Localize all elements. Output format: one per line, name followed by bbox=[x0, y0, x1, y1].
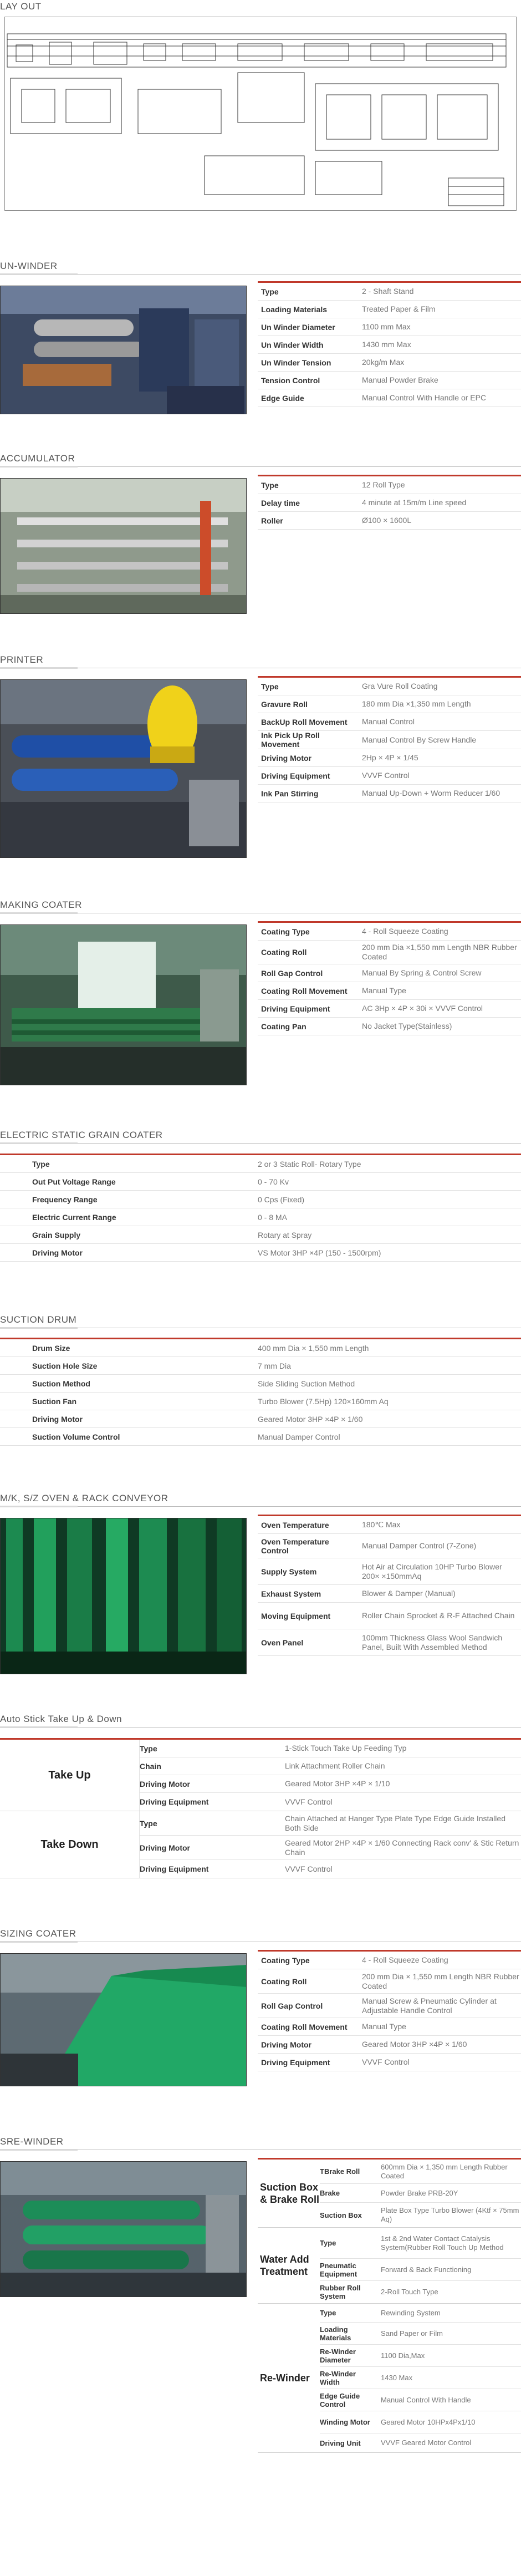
spec-row bbox=[258, 1558, 521, 1585]
spec-value: 2-Roll Touch Type bbox=[381, 2288, 438, 2296]
rewinder-group bbox=[258, 2304, 521, 2453]
spec-value: Manual Damper Control (7-Zone) bbox=[362, 1541, 477, 1550]
section-title: SRE-WINDER bbox=[0, 2136, 64, 2147]
spec-row bbox=[0, 1208, 521, 1226]
spec-value: 180℃ Max bbox=[362, 1520, 401, 1529]
spec-row bbox=[258, 301, 521, 318]
section-title: ELECTRIC STATIC GRAIN COATER bbox=[0, 1130, 163, 1140]
section-title: M/K, S/Z OVEN & RACK CONVEYOR bbox=[0, 1493, 168, 1503]
spec-row bbox=[0, 1339, 521, 1357]
spec-key: Electric Current Range bbox=[32, 1212, 116, 1222]
takeup-group bbox=[0, 1811, 521, 1878]
printer-spec-table bbox=[258, 676, 521, 802]
spec-row bbox=[140, 1793, 521, 1811]
group-label: Take Up bbox=[0, 1740, 140, 1811]
spec-value: Manual By Spring & Control Screw bbox=[362, 968, 482, 977]
spec-key: Driving Equipment bbox=[261, 2057, 330, 2067]
section-divider bbox=[0, 274, 521, 275]
spec-row bbox=[258, 494, 521, 512]
spec-key: Tension Control bbox=[261, 375, 320, 385]
spec-row bbox=[258, 1629, 521, 1656]
accumulator-photo bbox=[0, 478, 247, 614]
spec-row bbox=[258, 1969, 521, 1994]
group-label: Suction Box & Brake Roll bbox=[260, 2182, 320, 2205]
spec-row bbox=[258, 476, 521, 494]
spec-value: Geared Motor 2HP ×4P × 1/60 Connecting Rack conv' & Stic Return Chain bbox=[285, 1838, 519, 1857]
spec-value: Manual Screw & Pneumatic Cylinder at Adjustable Handle Control bbox=[362, 1996, 497, 2015]
spec-key: Out Put Voltage Range bbox=[32, 1177, 116, 1186]
spec-row bbox=[258, 1952, 521, 1969]
spec-value: 20kg/m Max bbox=[362, 358, 405, 367]
spec-key: Driving Equipment bbox=[140, 1797, 209, 1806]
spec-row bbox=[258, 512, 521, 530]
spec-row bbox=[320, 2281, 521, 2303]
spec-row bbox=[258, 749, 521, 767]
spec-value: 12 Roll Type bbox=[362, 480, 405, 489]
section-title: SUCTION DRUM bbox=[0, 1314, 77, 1325]
spec-row bbox=[320, 2367, 521, 2389]
spec-value: Powder Brake PRB-20Y bbox=[381, 2188, 458, 2197]
spec-row bbox=[258, 1994, 521, 2018]
spec-value: No Jacket Type(Stainless) bbox=[362, 1022, 452, 1030]
spec-key: Un Winder Diameter bbox=[261, 322, 335, 332]
spec-key: Frequency Range bbox=[32, 1195, 98, 1204]
unwinder-photo-graphic bbox=[1, 286, 247, 414]
unwinder-spec-table bbox=[258, 281, 521, 407]
spec-key: Loading Materials bbox=[320, 2325, 351, 2342]
spec-value: Link Attachment Roller Chain bbox=[285, 1761, 385, 1770]
spec-key: Roller bbox=[261, 516, 283, 525]
spec-value: Plate Box Type Turbo Blower (4Ktf × 75mm Aq) bbox=[381, 2206, 519, 2223]
spec-key: Driving Motor bbox=[261, 753, 311, 763]
group-label: Re-Winder bbox=[260, 2372, 310, 2384]
spec-key: Suction Fan bbox=[32, 1396, 77, 1406]
spec-row bbox=[320, 2304, 521, 2323]
spec-key: Driving Unit bbox=[320, 2438, 361, 2447]
spec-value: 200 mm Dia × 1,550 mm Length NBR Rubber Coated bbox=[362, 1972, 519, 1990]
rewinder-photo bbox=[0, 2161, 247, 2297]
spec-value: 200 mm Dia ×1,550 mm Length NBR Rubber Coated bbox=[362, 943, 517, 961]
spec-value: Rotary at Spray bbox=[258, 1230, 312, 1239]
spec-value: Manual Type bbox=[362, 2022, 406, 2031]
section-divider bbox=[0, 1727, 521, 1728]
spec-row bbox=[258, 1534, 521, 1558]
spec-row bbox=[320, 2160, 521, 2184]
spec-row bbox=[140, 1757, 521, 1775]
spec-value: Blower & Damper (Manual) bbox=[362, 1589, 456, 1598]
spec-row bbox=[0, 1428, 521, 1446]
spec-row bbox=[0, 1393, 521, 1410]
spec-value: 0 Cps (Fixed) bbox=[258, 1195, 305, 1204]
spec-value: 1430 Max bbox=[381, 2373, 413, 2382]
spec-row bbox=[258, 923, 521, 941]
spec-value: Geared Motor 3HP ×4P × 1/10 bbox=[285, 1779, 390, 1788]
spec-key: Coating Roll bbox=[261, 948, 307, 957]
section-title: Auto Stick Take Up & Down bbox=[0, 1714, 122, 1724]
spec-row bbox=[0, 1375, 521, 1393]
spec-value: Sand Paper or Film bbox=[381, 2329, 443, 2338]
spec-row bbox=[258, 678, 521, 695]
rewinder-spec-table bbox=[258, 2158, 521, 2453]
spec-row bbox=[258, 1018, 521, 1035]
spec-row bbox=[258, 1000, 521, 1018]
section-title: UN-WINDER bbox=[0, 261, 58, 271]
spec-key: Type bbox=[32, 1159, 50, 1168]
spec-key: Supply System bbox=[261, 1567, 317, 1576]
section-divider bbox=[0, 466, 521, 467]
spec-key: Winding Motor bbox=[320, 2418, 370, 2426]
spec-key: Un Winder Width bbox=[261, 340, 324, 349]
spec-row bbox=[258, 731, 521, 749]
spec-value: 1100 Dia,Max bbox=[381, 2351, 425, 2360]
spec-key: Type bbox=[320, 2309, 336, 2317]
spec-key: Driving Motor bbox=[32, 1414, 83, 1424]
takeup-spec-table bbox=[0, 1738, 521, 1878]
spec-row bbox=[140, 1775, 521, 1793]
spec-row bbox=[258, 1516, 521, 1534]
spec-row bbox=[0, 1226, 521, 1244]
spec-row bbox=[258, 354, 521, 372]
accumulator-spec-table bbox=[258, 475, 521, 530]
spec-row bbox=[320, 2389, 521, 2411]
spec-key: Coating Roll Movement bbox=[261, 986, 348, 995]
spec-row bbox=[258, 1585, 521, 1603]
spec-key: Delay time bbox=[261, 498, 300, 507]
layout-section bbox=[0, 0, 521, 13]
spec-key: Re-Winder Width bbox=[320, 2369, 356, 2386]
spec-value: VVVF Control bbox=[285, 1797, 333, 1806]
spec-key: Type bbox=[261, 287, 279, 296]
spec-key: Driving Equipment bbox=[261, 771, 330, 780]
spec-value: Gra Vure Roll Coating bbox=[362, 682, 438, 690]
spec-key: Type bbox=[320, 2239, 336, 2247]
spec-value: 1-Stick Touch Take Up Feeding Typ bbox=[285, 1744, 407, 1752]
spec-row bbox=[258, 767, 521, 785]
spec-value: Hot Air at Circulation 10HP Turbo Blower 200× ×150mmAq bbox=[362, 1562, 502, 1581]
spec-value: Manual Powder Brake bbox=[362, 375, 438, 384]
spec-value: VVVF Control bbox=[362, 771, 410, 780]
spec-value: 4 - Roll Squeeze Coating bbox=[362, 1955, 448, 1964]
spec-key: Exhaust System bbox=[261, 1589, 321, 1598]
spec-value: 4 minute at 15m/m Line speed bbox=[362, 498, 467, 507]
spec-value: VVVF Control bbox=[285, 1864, 333, 1873]
spec-key: Driving Equipment bbox=[140, 1864, 209, 1873]
spec-value: Forward & Back Functioning bbox=[381, 2265, 472, 2274]
spec-row bbox=[258, 318, 521, 336]
spec-value: Turbo Blower (7.5Hp) 120×160mm Aq bbox=[258, 1396, 389, 1406]
spec-value: 400 mm Dia × 1,550 mm Length bbox=[258, 1343, 369, 1353]
rewinder-photo-graphic bbox=[1, 2162, 247, 2297]
spec-row bbox=[320, 2184, 521, 2203]
spec-value: Manual Up-Down + Worm Reducer 1/60 bbox=[362, 789, 500, 797]
spec-key: Type bbox=[140, 1818, 157, 1828]
section-title: PRINTER bbox=[0, 654, 44, 665]
spec-key: Suction Volume Control bbox=[32, 1432, 120, 1441]
spec-key: Re-Winder Diameter bbox=[320, 2347, 356, 2364]
spec-key: Driving Motor bbox=[140, 1843, 190, 1852]
spec-key: Gravure Roll bbox=[261, 699, 308, 709]
printer-photo-graphic bbox=[1, 680, 247, 858]
spec-key: Brake bbox=[320, 2189, 340, 2197]
section-title: MAKING COATER bbox=[0, 900, 82, 910]
oven-photo-graphic bbox=[1, 1518, 247, 1674]
spec-key: Coating Roll bbox=[261, 1977, 307, 1986]
spec-row bbox=[258, 372, 521, 389]
spec-value: 1430 mm Max bbox=[362, 340, 411, 349]
spec-row bbox=[258, 785, 521, 802]
spec-value: VVVF Control bbox=[362, 2057, 410, 2066]
spec-value: VS Motor 3HP ×4P (150 - 1500rpm) bbox=[258, 1248, 381, 1257]
electric-spec-table bbox=[0, 1154, 521, 1262]
spec-row bbox=[0, 1191, 521, 1208]
spec-key: Ink Pan Stirring bbox=[261, 789, 319, 798]
making-coater-spec-table bbox=[258, 921, 521, 1035]
spec-row bbox=[258, 2018, 521, 2036]
spec-key: Suction Box bbox=[320, 2211, 362, 2219]
spec-value: Manual Control With Handle or EPC bbox=[362, 393, 487, 402]
spec-key: Type bbox=[261, 480, 279, 490]
spec-key: Loading Materials bbox=[261, 304, 328, 314]
section-divider bbox=[0, 1506, 521, 1507]
spec-value: 180 mm Dia ×1,350 mm Length bbox=[362, 699, 471, 708]
spec-row bbox=[320, 2323, 521, 2345]
spec-key: Edge Guide Control bbox=[320, 2391, 360, 2409]
spec-row bbox=[0, 1155, 521, 1173]
spec-row bbox=[320, 2345, 521, 2367]
spec-row bbox=[0, 1410, 521, 1428]
suction-spec-table bbox=[0, 1338, 521, 1446]
spec-key: Roll Gap Control bbox=[261, 968, 323, 978]
spec-value: 1st & 2nd Water Contact Catalysis System(Rubber Roll Touch Up Method bbox=[381, 2234, 504, 2252]
sizing-photo bbox=[0, 1953, 247, 2086]
sizing-spec-table bbox=[258, 1950, 521, 2071]
spec-row bbox=[258, 2054, 521, 2071]
spec-value: Roller Chain Sprocket & R-F Attached Chain bbox=[362, 1611, 515, 1620]
layout-drawing-graphic bbox=[5, 17, 516, 210]
takeup-group bbox=[0, 1740, 521, 1811]
spec-value: 1100 mm Max bbox=[362, 322, 411, 331]
spec-value: Manual Damper Control bbox=[258, 1432, 340, 1441]
spec-value: 2 - Shaft Stand bbox=[362, 287, 414, 296]
spec-key: Edge Guide bbox=[261, 393, 304, 403]
spec-key: Rubber Roll System bbox=[320, 2284, 361, 2300]
spec-key: Coating Pan bbox=[261, 1022, 307, 1031]
spec-value: Geared Motor 3HP ×4P × 1/60 bbox=[362, 2040, 467, 2049]
spec-value: Rewinding System bbox=[381, 2308, 441, 2317]
spec-row bbox=[140, 1860, 521, 1878]
spec-row bbox=[320, 2203, 521, 2227]
spec-value: 100mm Thickness Glass Wool Sandwich Panel, Built With Assembled Method bbox=[362, 1633, 503, 1652]
spec-row bbox=[258, 982, 521, 1000]
spec-key: Grain Supply bbox=[32, 1230, 81, 1239]
spec-row bbox=[320, 2433, 521, 2452]
spec-value: Manual Control With Handle bbox=[381, 2395, 471, 2404]
spec-key: Oven Temperature Control bbox=[261, 1537, 329, 1555]
spec-key: Roll Gap Control bbox=[261, 2001, 323, 2010]
spec-row bbox=[140, 1811, 521, 1836]
spec-value: Geared Motor 3HP ×4P × 1/60 bbox=[258, 1414, 363, 1424]
spec-key: Driving Motor bbox=[261, 2040, 311, 2049]
spec-value: AC 3Hp × 4P × 30i × VVVF Control bbox=[362, 1004, 483, 1013]
spec-row bbox=[258, 695, 521, 713]
spec-row bbox=[258, 2036, 521, 2054]
spec-key: BackUp Roll Movement bbox=[261, 717, 348, 726]
spec-key: Chain bbox=[140, 1761, 161, 1771]
spec-row bbox=[258, 336, 521, 354]
spec-key: Coating Type bbox=[261, 1955, 310, 1965]
spec-key: Type bbox=[261, 682, 279, 691]
spec-row bbox=[0, 1173, 521, 1191]
spec-value: Side Sliding Suction Method bbox=[258, 1379, 355, 1388]
spec-key: Drum Size bbox=[32, 1343, 70, 1353]
spec-row bbox=[258, 283, 521, 301]
spec-value: Ø100 × 1600L bbox=[362, 516, 412, 525]
spec-value: 2Hp × 4P × 1/45 bbox=[362, 753, 418, 762]
making-coater-photo-graphic bbox=[1, 925, 247, 1085]
group-label: Take Down bbox=[0, 1811, 140, 1878]
spec-row bbox=[258, 389, 521, 407]
section-title: LAY OUT bbox=[0, 1, 42, 12]
spec-key: Driving Motor bbox=[140, 1779, 190, 1789]
spec-value: Chain Attached at Hanger Type Plate Type Edge Guide Installed Both Side bbox=[285, 1813, 505, 1832]
spec-row bbox=[320, 2411, 521, 2433]
making-coater-photo bbox=[0, 924, 247, 1085]
spec-value: 7 mm Dia bbox=[258, 1361, 291, 1370]
spec-key: Ink Pick Up Roll Movement bbox=[261, 731, 320, 749]
spec-key: Driving Equipment bbox=[261, 1004, 330, 1013]
rewinder-group bbox=[258, 2160, 521, 2228]
spec-row bbox=[0, 1357, 521, 1375]
spec-key: Coating Type bbox=[261, 927, 310, 936]
spec-row bbox=[258, 964, 521, 982]
spec-row bbox=[320, 2228, 521, 2259]
unwinder-photo bbox=[0, 286, 247, 414]
printer-photo bbox=[0, 679, 247, 858]
spec-row bbox=[140, 1740, 521, 1757]
spec-row bbox=[258, 941, 521, 964]
spec-row bbox=[0, 1244, 521, 1262]
group-label: Water Add Treatment bbox=[260, 2254, 309, 2277]
accumulator-photo-graphic bbox=[1, 479, 247, 614]
spec-value: Treated Paper & Film bbox=[362, 304, 436, 313]
layout-drawing bbox=[4, 17, 517, 211]
spec-key: Pneumatic Equipment bbox=[320, 2261, 357, 2278]
spec-value: Geared Motor 10HPx4Px1/10 bbox=[381, 2417, 476, 2426]
spec-value: 0 - 70 Kv bbox=[258, 1177, 289, 1186]
spec-row bbox=[258, 713, 521, 731]
spec-value: 2 or 3 Static Roll- Rotary Type bbox=[258, 1159, 361, 1168]
spec-row bbox=[320, 2259, 521, 2281]
oven-photo bbox=[0, 1518, 247, 1674]
spec-value: Manual Type bbox=[362, 986, 406, 995]
spec-key: Suction Hole Size bbox=[32, 1361, 98, 1370]
spec-key: Coating Roll Movement bbox=[261, 2022, 348, 2031]
spec-row bbox=[140, 1836, 521, 1860]
spec-key: Driving Motor bbox=[32, 1248, 83, 1257]
oven-spec-table bbox=[258, 1515, 521, 1656]
spec-value: 0 - 8 MA bbox=[258, 1212, 287, 1222]
spec-key: Un Winder Tension bbox=[261, 358, 331, 367]
spec-key: TBrake Roll bbox=[320, 2167, 360, 2176]
spec-key: Oven Temperature bbox=[261, 1520, 329, 1530]
spec-value: Manual Control By Screw Handle bbox=[362, 735, 477, 744]
section-divider bbox=[0, 1143, 521, 1144]
spec-key: Oven Panel bbox=[261, 1638, 304, 1647]
rewinder-group bbox=[258, 2228, 521, 2304]
spec-key: Type bbox=[140, 1744, 157, 1753]
spec-value: Manual Control bbox=[362, 717, 415, 726]
spec-key: Suction Method bbox=[32, 1379, 90, 1388]
spec-value: 4 - Roll Squeeze Coating bbox=[362, 927, 448, 936]
spec-key: Moving Equipment bbox=[261, 1611, 331, 1620]
spec-value: VVVF Geared Motor Control bbox=[381, 2438, 472, 2447]
section-title: SIZING COATER bbox=[0, 1928, 76, 1939]
spec-row bbox=[258, 1603, 521, 1629]
spec-value: 600mm Dia × 1,350 mm Length Rubber Coated bbox=[381, 2162, 508, 2180]
section-title: ACCUMULATOR bbox=[0, 453, 75, 464]
sizing-photo-graphic bbox=[1, 1954, 247, 2086]
